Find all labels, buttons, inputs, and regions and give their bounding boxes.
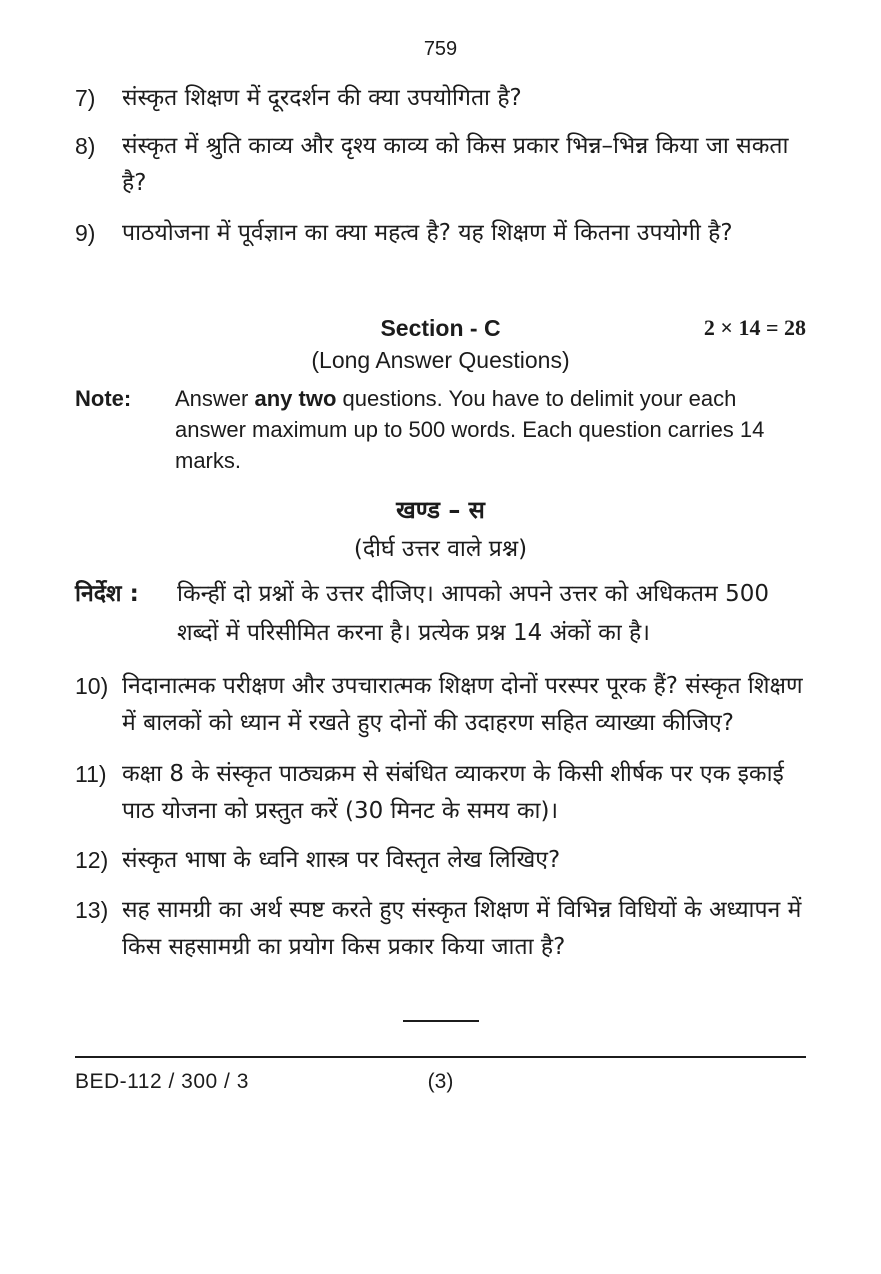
note-text-pre: Answer [175,386,255,411]
question-text: सह सामग्री का अर्थ स्पष्ट करते हुए संस्कृत शिक्षण में विभिन्न विधियों के अध्यापन में किस सहसामग्री का प्रयोग किस प्रकार किया जाता है? [122,897,802,960]
instruction-block [75,575,806,653]
hindi-section-subtitle: (दीर्घ उत्तर वाले प्रश्न) [353,536,528,562]
question-number: 11) [75,761,107,787]
note-text [175,383,806,476]
question-row-7 [75,80,806,117]
hindi-section-title: खण्ड – स [396,496,485,524]
question-text: पाठयोजना में पूर्वज्ञान का क्या महत्व है? यह शिक्षण में कितना उपयोगी है? [122,220,733,246]
question-text: संस्कृत में श्रुति काव्य और दृश्य काव्य को किस प्रकार भिन्न–भिन्न किया जा सकता है? [122,133,789,196]
question-row-9 [75,215,806,252]
question-text: संस्कृत भाषा के ध्वनि शास्त्र पर विस्तृत लेख लिखिए? [122,847,561,873]
instruction-label: निर्देश : [75,581,139,607]
exam-paper-page [0,36,881,1274]
question-text: कक्षा 8 के संस्कृत पाठ्यक्रम से संबंधित व्याकरण के किसी शीर्षक पर एक इकाई पाठ योजना को प्रस्तुत करें (30 मिनट के समय का)। [122,761,784,824]
page-number-top: 759 [423,38,458,60]
footer-page-number: (3) [427,1070,454,1093]
footer-paper-code: BED-112 / 300 / 3 [75,1070,249,1093]
note-block [75,383,806,476]
question-text: निदानात्मक परीक्षण और उपचारात्मक शिक्षण दोनों परस्पर पूरक हैं? संस्कृत शिक्षण में बालकों को ध्यान में रखते हुए दोनों की उदाहरण सहित व्याख्या कीजिए? [122,673,803,736]
section-title: Section - C [380,315,501,341]
end-of-questions-divider [403,1020,479,1022]
question-row-13 [75,892,806,966]
note-text-post: questions. You have to delimit your each answer maximum up to 500 words. Each question carries 14 marks. [175,386,765,473]
question-number: 12) [75,847,109,873]
question-number: 13) [75,897,109,923]
question-row-8 [75,128,806,202]
page-footer [75,1069,806,1095]
section-subtitle: (Long Answer Questions) [311,347,570,373]
footer-rule [75,1056,806,1058]
section-c-header [75,313,806,343]
question-number: 9) [75,220,96,246]
instruction-text: किन्हीं दो प्रश्नों के उत्तर दीजिए। आपको अपने उत्तर को अधिकतम 500 शब्दों में परिसीमित करना है। प्रत्येक प्रश्न 14 अंकों का है। [177,581,769,646]
question-number: 8) [75,133,96,159]
note-label: Note: [75,386,132,411]
question-row-11 [75,756,806,830]
question-row-12 [75,842,806,879]
question-number: 10) [75,673,109,699]
question-number: 7) [75,85,96,111]
question-text: संस्कृत शिक्षण में दूरदर्शन की क्या उपयोगिता है? [122,85,522,111]
note-text-emphasis: any two [254,386,337,411]
section-marks: 2 × 14 = 28 [703,315,806,340]
question-row-10 [75,668,806,742]
